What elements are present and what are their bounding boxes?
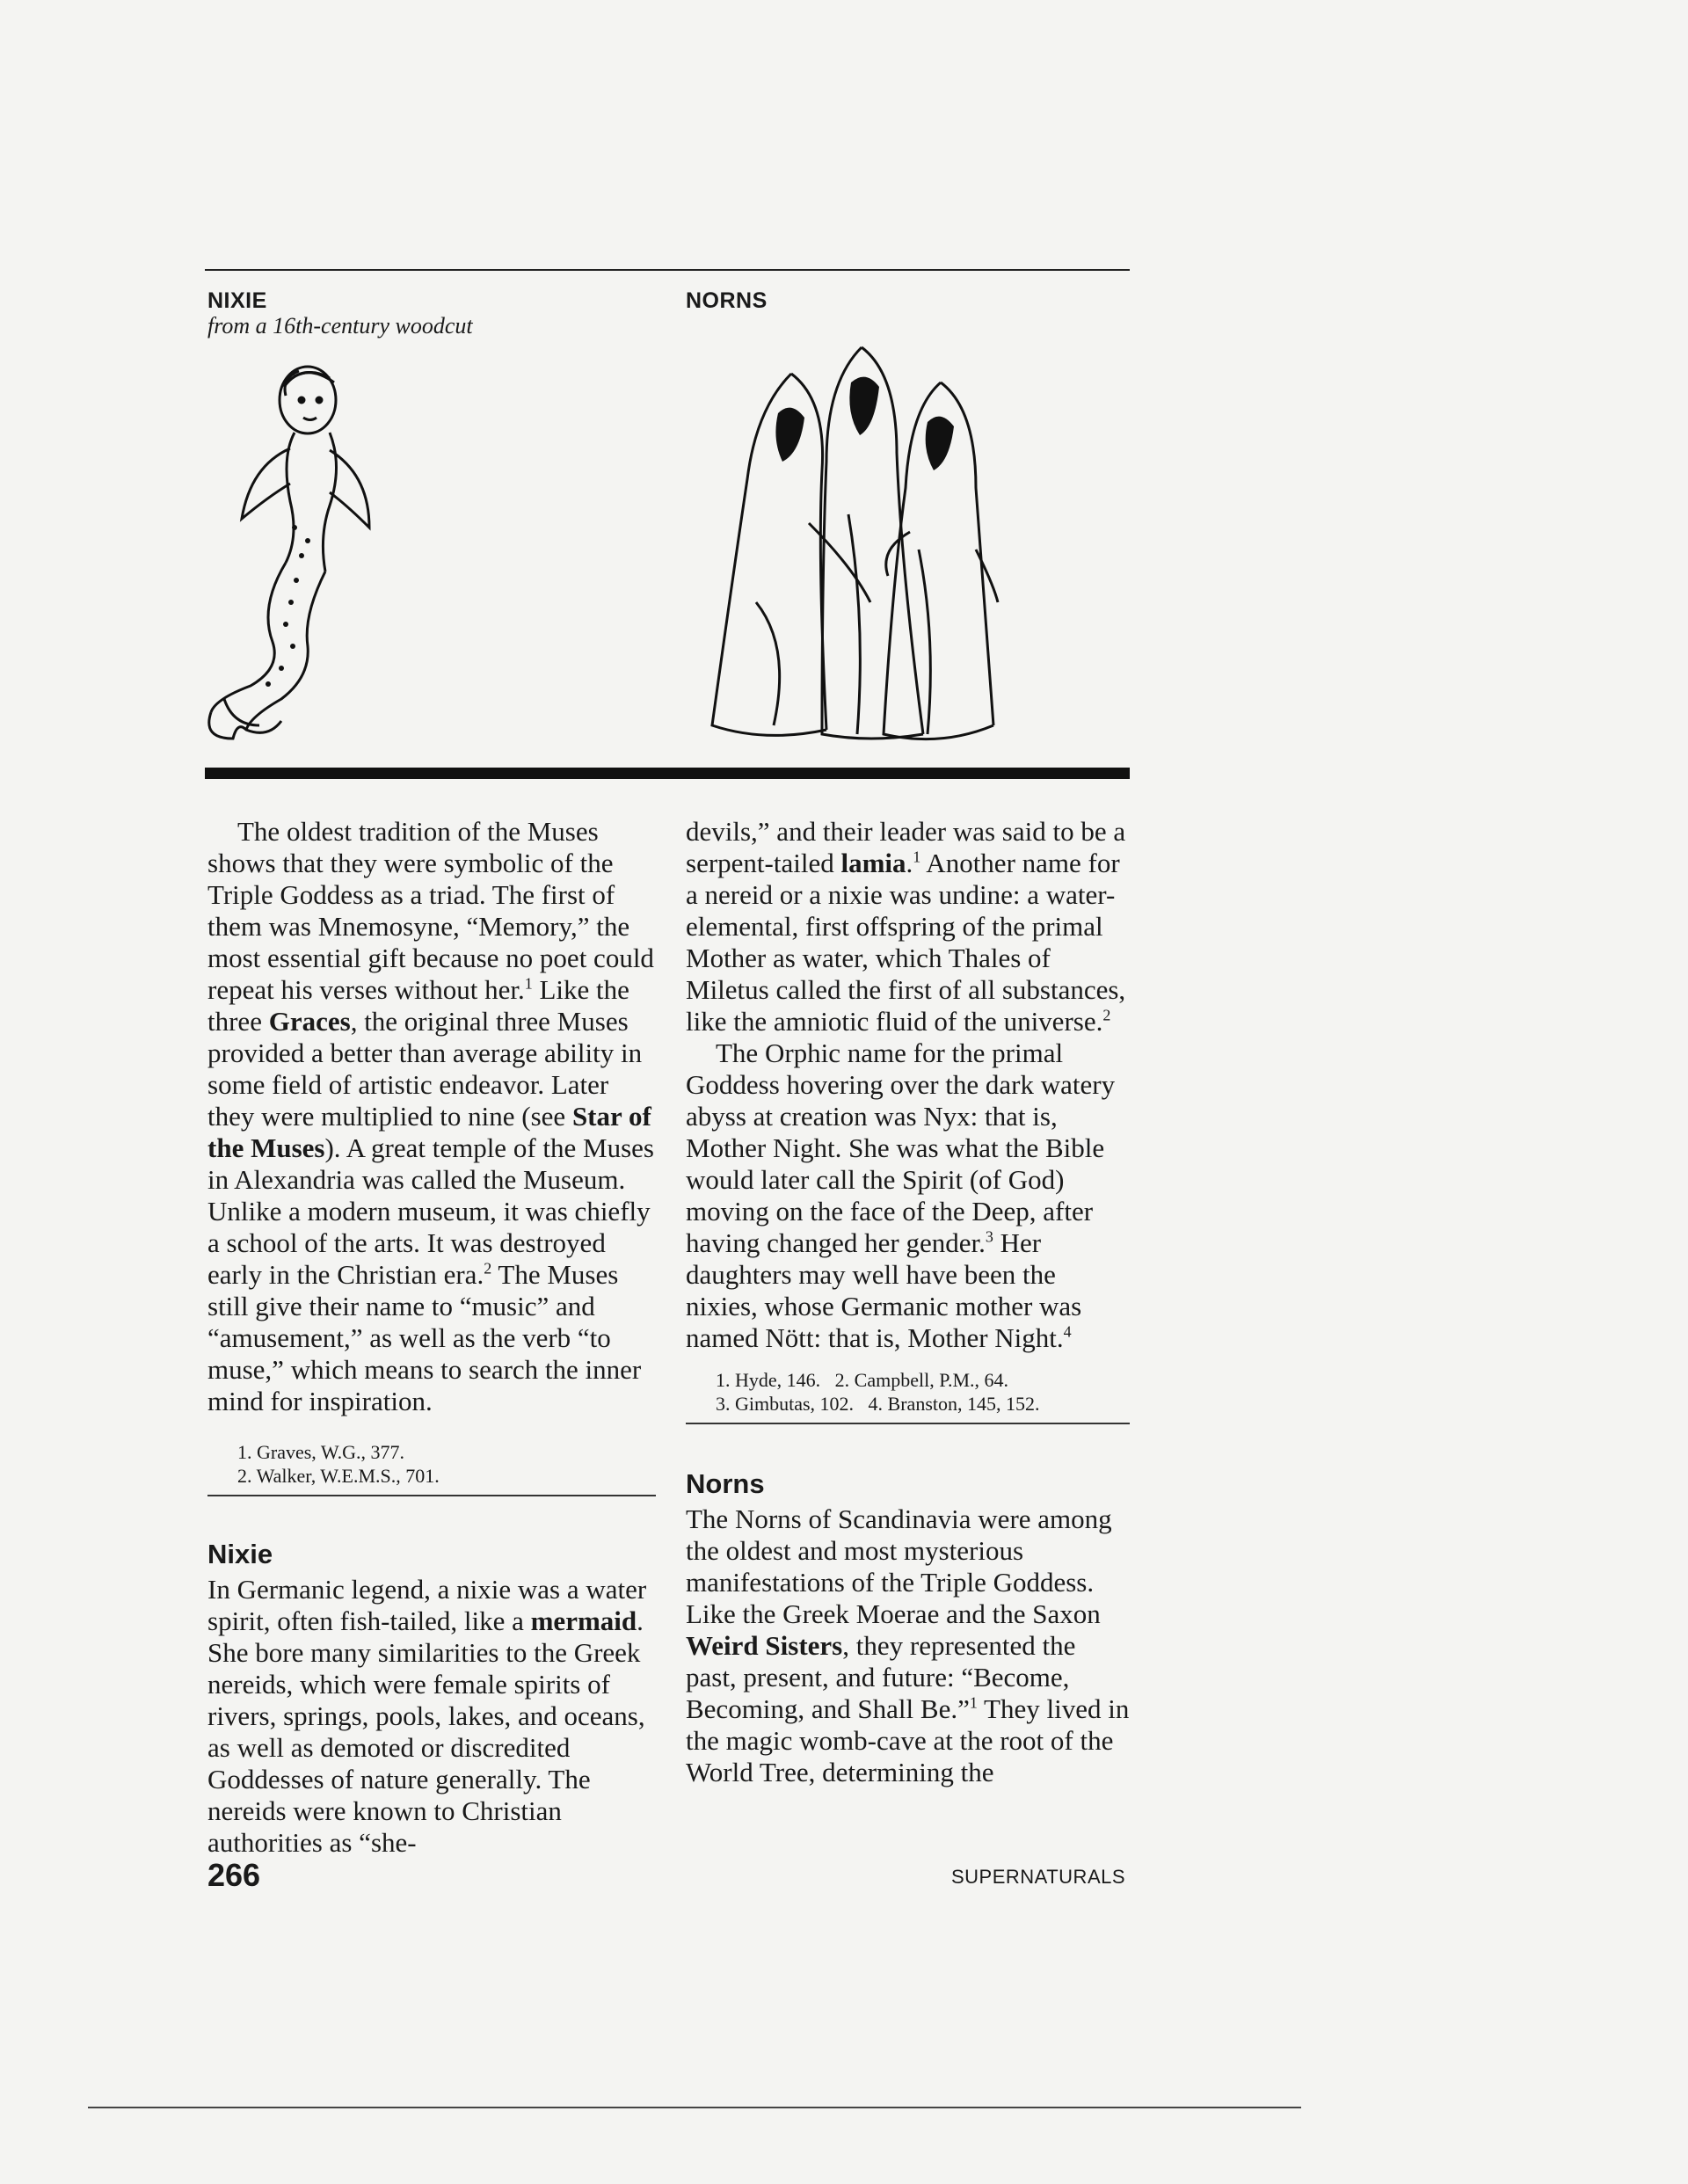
text-span: . She bore many similarities to the Greek nereids, which were female spirits of rivers, springs, pools, lakes, and oceans, as well as demoted or discredited Goddesses of nature generally. The nereids were known to Christian authorities as “she- <box>207 1605 645 1858</box>
figure-label-nixie: NIXIE <box>207 288 267 313</box>
text-span: . <box>906 848 913 878</box>
figure-label-norns: NORNS <box>686 288 768 313</box>
right-column <box>686 816 1130 1788</box>
norns-paragraph <box>686 1503 1130 1788</box>
text-span: devils,” and their leader was said to be a serpent-tailed <box>686 816 1126 878</box>
cross-ref-weird-sisters[interactable]: Weird Sisters <box>686 1630 843 1661</box>
nixie-notes <box>686 1368 1130 1416</box>
text-span: The Norns of Scandinavia were among the oldest and most mysterious manifestations of the Triple Goddess. Like the Greek Moerae and the Saxon <box>686 1503 1112 1629</box>
cross-ref-mermaid[interactable]: mermaid <box>530 1605 637 1636</box>
page-number: 266 <box>207 1857 261 1893</box>
note-line: 2. Walker, W.E.M.S., 701. <box>237 1465 440 1487</box>
three-norns-image <box>695 339 1029 747</box>
scan-edge-rule <box>88 2107 1301 2108</box>
text-span: The Orphic name for the primal Goddess hovering over the dark watery abyss at creation was Nyx: that is, Mother Night. She was what the Bible would later call the Spirit (of God) moving on the face of the Deep, after having changed her gender. <box>686 1037 1116 1258</box>
text-span: In Germanic legend, a nixie was a water spirit, often fish-tailed, like a <box>207 1574 647 1636</box>
footnote-ref[interactable]: 1 <box>969 1693 978 1712</box>
text-span: Another name for a nereid or a nixie was undine: a water-elemental, first offspring of the primal Mother as water, which Thales of Miletus called the first of all substances, like the amniotic fluid of the universe. <box>686 848 1126 1037</box>
orphic-paragraph <box>686 1037 1130 1354</box>
section-rule <box>207 1495 656 1496</box>
note-line: 3. Gimbutas, 102. 4. Branston, 145, 152. <box>716 1393 1040 1415</box>
section-rule <box>686 1423 1130 1424</box>
text-span: , they represented the past, present, and future: “Become, Becoming, and Shall Be.” <box>686 1630 1076 1724</box>
mermaid-woodcut-image <box>198 352 382 747</box>
text-span: The oldest tradition of the Muses shows that they were symbolic of the Triple Goddess as a triad. The first of them was Mnemosyne, “Memory,” the most essential gift because no poet could repeat his verses without her. <box>207 816 654 1005</box>
text-span: They lived in the magic womb-cave at the root of the World Tree, determining the <box>686 1693 1130 1787</box>
figure-separator-rule <box>205 768 1130 779</box>
note-line: 1. Hyde, 146. 2. Campbell, P.M., 64. <box>716 1369 1009 1391</box>
top-rule <box>205 269 1130 271</box>
text-span: , the original three Muses provided a better than average ability in some field of artistic endeavor. Later they were multiplied to nine (see <box>207 1006 643 1132</box>
left-column <box>207 816 656 1859</box>
text-span: The Muses still give their name to “music” and “amusement,” as well as the verb “to muse,” which means to search the inner mind for inspiration. <box>207 1259 642 1416</box>
muses-notes <box>207 1440 656 1488</box>
footnote-ref[interactable]: 3 <box>985 1227 993 1246</box>
muses-paragraph <box>207 816 656 1417</box>
cross-ref-lamia[interactable]: lamia <box>840 848 906 878</box>
figure-caption-nixie: from a 16th-century woodcut <box>207 313 473 339</box>
heading-nixie: Nixie <box>207 1539 273 1569</box>
heading-norns: Norns <box>686 1468 765 1499</box>
footnote-ref[interactable]: 2 <box>484 1259 492 1278</box>
text-span: Her daughters may well have been the nixies, whose Germanic mother was named Nött: that is, Mother Night. <box>686 1227 1082 1353</box>
footnote-ref[interactable]: 4 <box>1063 1322 1072 1341</box>
text-span: ). A great temple of the Muses in Alexandria was called the Museum. Unlike a modern museum, it was chiefly a school of the arts. It was destroyed early in the Christian era. <box>207 1132 654 1290</box>
nixie-paragraph <box>207 1574 656 1859</box>
cross-ref-graces[interactable]: Graces <box>268 1006 351 1037</box>
note-line: 1. Graves, W.G., 377. <box>237 1441 405 1463</box>
footnote-ref[interactable]: 1 <box>524 974 533 993</box>
footnote-ref[interactable]: 1 <box>913 848 921 866</box>
running-head: SUPERNATURALS <box>951 1866 1126 1888</box>
text-span: Like the three <box>207 974 629 1037</box>
cross-ref-star-of-the-muses[interactable]: Star of the Muses <box>207 1101 651 1163</box>
footnote-ref[interactable]: 2 <box>1102 1006 1111 1024</box>
nixie-continued-paragraph <box>686 816 1130 1037</box>
